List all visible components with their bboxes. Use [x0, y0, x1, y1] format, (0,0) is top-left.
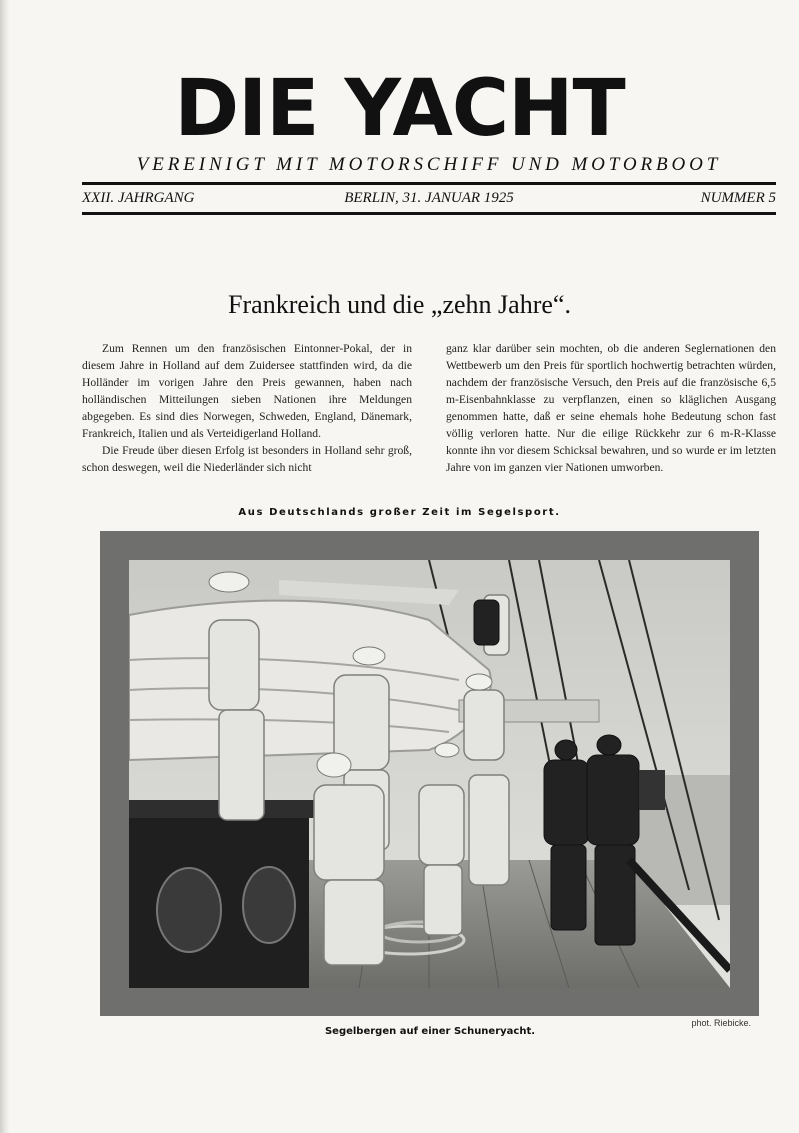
- schooner-deck-illustration: [129, 560, 730, 988]
- volume-label: XXII. JAHRGANG: [82, 190, 195, 206]
- dateline: [82, 190, 776, 210]
- issue-label: NUMMER 5: [700, 190, 776, 206]
- photo-caption: Segelbergen auf einer Schuneryacht.: [324, 1026, 536, 1037]
- article-right-column: [446, 340, 776, 476]
- article-title: Frankreich und die „zehn Jahre“.: [228, 290, 571, 319]
- masthead-title: DIE YACHT: [174, 64, 625, 154]
- bottom-rule: [82, 212, 776, 215]
- photo-heading: Aus Deutschlands großer Zeit im Segelsport.: [238, 507, 561, 518]
- photo-frame: [100, 531, 759, 1016]
- left-paragraph-1: Zum Rennen um den französischen Eintonner-Pokal, der in diesem Jahre in Holland auf dem Zuidersee stattfinden wird, da die Holländer im vorigen Jahre den Preis gewannen, haben nach holländischen Mitteilungen sieben Nationen ihre Meldungen abgegeben. Es sind dies Norwegen, Schweden, England, Dänemark, Frankreich, Italien und als Verteidigerland Holland.: [82, 342, 412, 440]
- sailing-photo: [129, 560, 730, 988]
- masthead-subtitle: VEREINIGT MIT MOTORSCHIFF UND MOTORBOOT: [136, 154, 722, 175]
- photo-credit: phot. Riebicke.: [691, 1018, 751, 1028]
- page-edge: [0, 0, 10, 1133]
- top-rule: [82, 182, 776, 185]
- place-date-label: BERLIN, 31. JANUAR 1925: [344, 190, 514, 206]
- right-paragraph-1: ganz klar darüber sein mochten, ob die anderen Seglernationen den Wettbewerb um den Preis für sportlich hochwertig betrachten würden, nachdem der französische Versuch, den Preis auf die französische 6,5 m-Eisenbahnklasse zu verpflanzen, einen so kläglichen Ausgang genommen hatte, daß er seine ehemals hohe Bedeutung schon fast völlig verloren hatte. Nur die eilige Rückkehr zur 6 m-R-Klasse konnte ihn vor diesem Schicksal bewahren, und so wurde er im letzten Jahre von im ganzen vier Nationen umworben.: [446, 342, 776, 474]
- left-paragraph-2: Die Freude über diesen Erfolg ist besonders in Holland sehr groß, schon deswegen, weil die Niederländer sich nicht: [82, 444, 412, 474]
- article-left-column: [82, 340, 412, 476]
